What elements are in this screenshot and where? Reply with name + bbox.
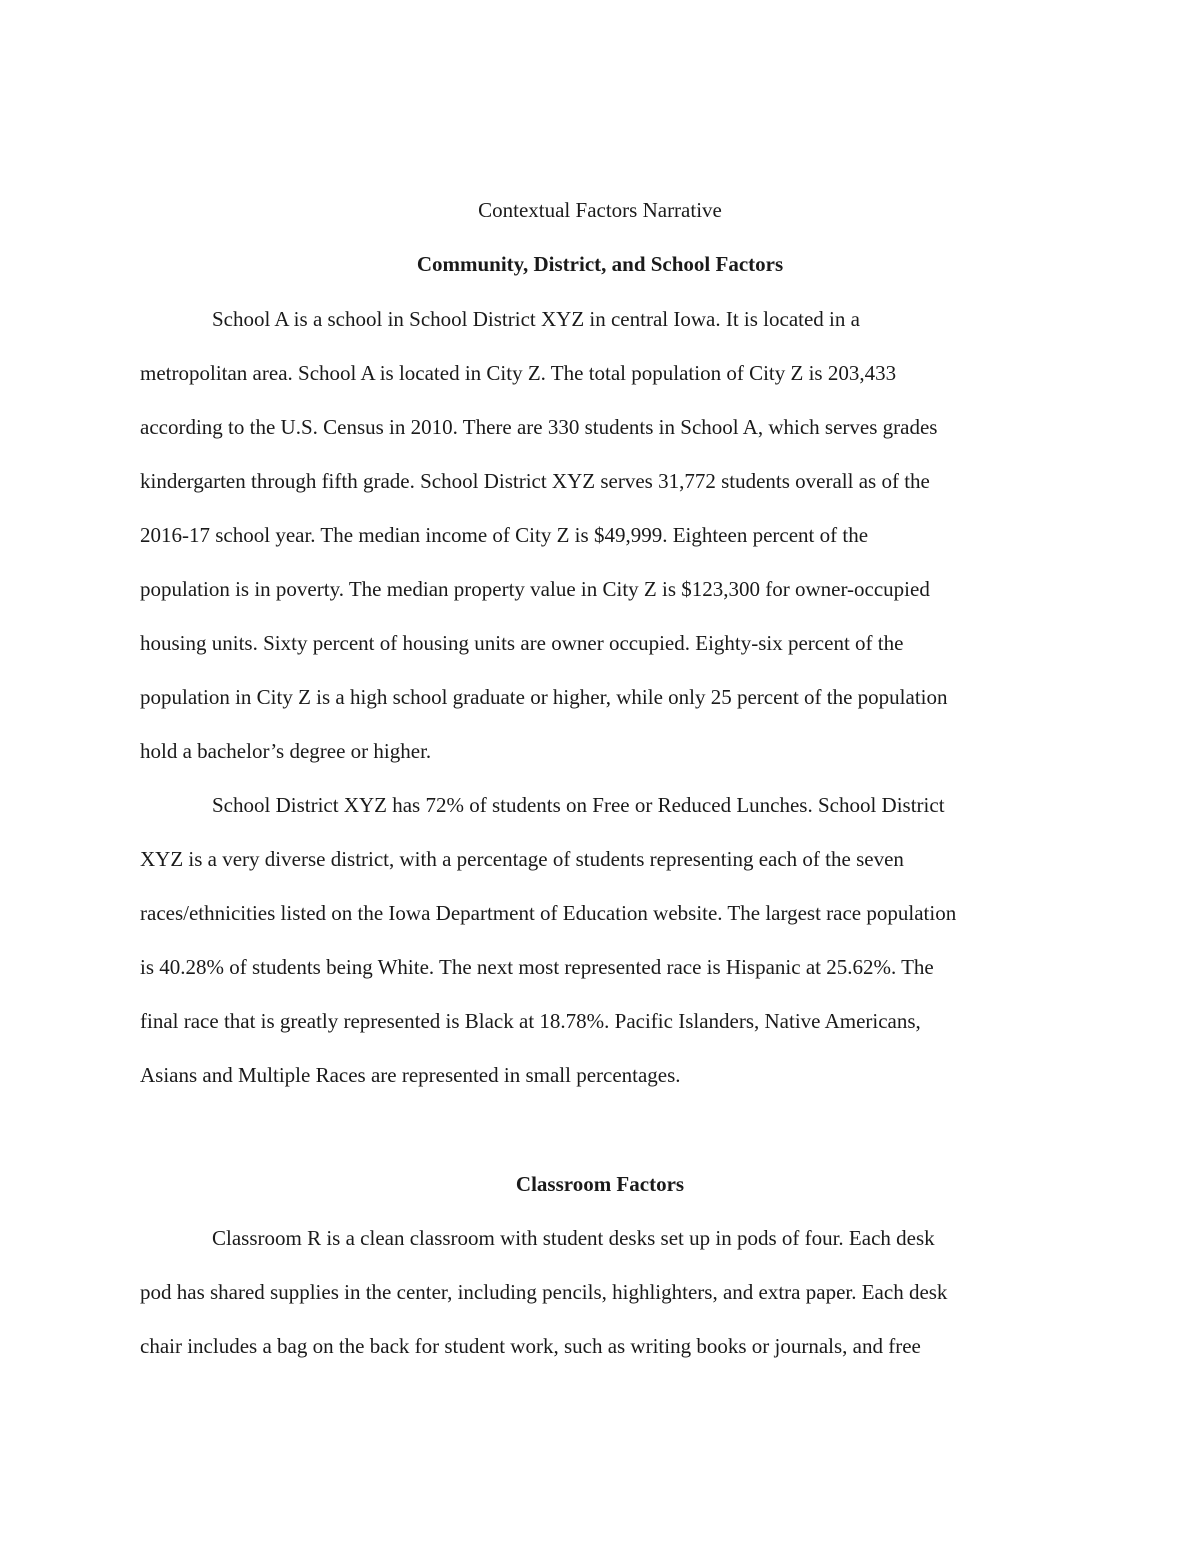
text-line: final race that is greatly represented is Black at 18.78%. Pacific Islanders, Native Americans, — [140, 1009, 921, 1033]
text-line: population in City Z is a high school graduate or higher, while only 25 percent of the population — [140, 685, 948, 709]
text-line: races/ethnicities listed on the Iowa Department of Education website. The largest race population — [140, 901, 957, 925]
text-line: according to the U.S. Census in 2010. There are 330 students in School A, which serves grades — [140, 415, 938, 439]
section-heading-classroom: Classroom Factors — [515, 1172, 685, 1196]
text-line: housing units. Sixty percent of housing units are owner occupied. Eighty-six percent of the — [140, 631, 904, 655]
text-line: chair includes a bag on the back for student work, such as writing books or journals, and free — [140, 1334, 921, 1358]
paragraph-community-2 — [140, 778, 1060, 1102]
text-line: Asians and Multiple Races are represented in small percentages. — [140, 1063, 681, 1087]
text-line: metropolitan area. School A is located in City Z. The total population of City Z is 203,433 — [140, 361, 897, 385]
text-line: pod has shared supplies in the center, including pencils, highlighters, and extra paper. Each desk — [140, 1280, 948, 1304]
paragraph-community-1 — [140, 292, 1060, 778]
text-line: hold a bachelor’s degree or higher. — [140, 739, 432, 763]
text-line: kindergarten through fifth grade. School District XYZ serves 31,772 students overall as of the — [140, 469, 930, 493]
paragraph-classroom-1 — [140, 1211, 1060, 1373]
text-line: School District XYZ has 72% of students on Free or Reduced Lunches. School District — [212, 793, 945, 817]
text-line: 2016-17 school year. The median income of City Z is $49,999. Eighteen percent of the — [140, 523, 869, 547]
text-line: population is in poverty. The median property value in City Z is $123,300 for owner-occupied — [140, 577, 930, 601]
text-line: Classroom R is a clean classroom with student desks set up in pods of four. Each desk — [212, 1226, 935, 1250]
text-line: School A is a school in School District XYZ in central Iowa. It is located in a — [212, 307, 860, 331]
document-title: Contextual Factors Narrative — [478, 198, 722, 222]
text-line: XYZ is a very diverse district, with a percentage of students representing each of the seven — [140, 847, 904, 871]
section-heading-community: Community, District, and School Factors — [416, 252, 784, 276]
text-line: is 40.28% of students being White. The next most represented race is Hispanic at 25.62%. The — [140, 955, 934, 979]
